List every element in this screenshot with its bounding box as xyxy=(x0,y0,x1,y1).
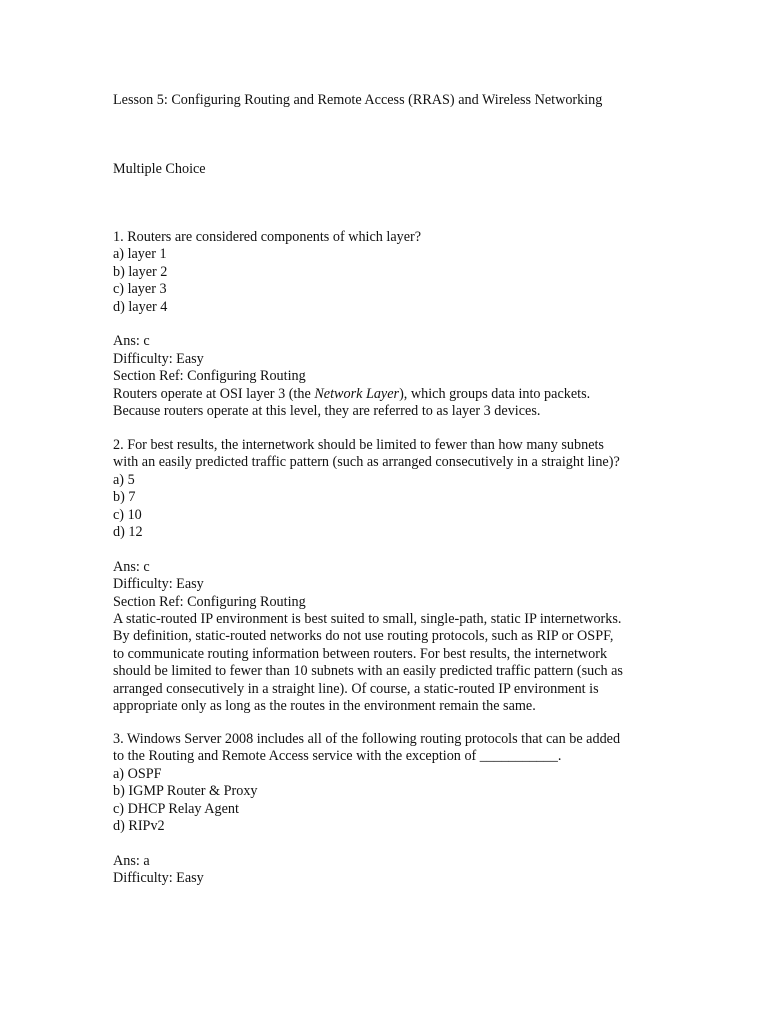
question-1 xyxy=(113,229,673,420)
option-a: a) OSPF xyxy=(113,765,162,782)
question-2 xyxy=(113,437,673,715)
section-ref: Section Ref: Configuring Routing xyxy=(113,593,306,610)
question-3 xyxy=(113,731,673,888)
explanation-line xyxy=(113,386,673,403)
explanation-line: to communicate routing information between routers. For best results, the internetwork xyxy=(113,645,608,662)
option-c: c) DHCP Relay Agent xyxy=(113,800,239,817)
question-text: 3. Windows Server 2008 includes all of the following routing protocols that can be added xyxy=(113,731,621,747)
difficulty: Difficulty: Easy xyxy=(113,576,204,593)
option-b: b) IGMP Router & Proxy xyxy=(113,783,258,800)
explanation-line: appropriate only as long as the routes in the environment remain the same. xyxy=(113,698,536,715)
explanation-line: Because routers operate at this level, they are referred to as layer 3 devices. xyxy=(113,403,541,420)
spacer xyxy=(113,541,673,558)
explanation-text: Routers operate at OSI layer 3 (the xyxy=(113,385,315,402)
answer: Ans: c xyxy=(113,558,150,575)
answer: Ans: c xyxy=(113,333,150,350)
explanation-line: arranged consecutively in a straight line). Of course, a static-routed IP environment is xyxy=(113,680,599,697)
explanation-line: A static-routed IP environment is best suited to small, single-path, static IP internetworks. xyxy=(113,611,622,628)
explanation-line: should be limited to fewer than 10 subnets with an easily predicted traffic pattern (such as xyxy=(113,663,623,680)
option-a: a) 5 xyxy=(113,471,135,488)
section-heading: Multiple Choice xyxy=(113,161,206,177)
difficulty: Difficulty: Easy xyxy=(113,870,204,887)
explanation-italic-term: Network Layer xyxy=(314,385,400,402)
question-text: to the Routing and Remote Access service with the exception of ___________. xyxy=(113,748,562,765)
option-a: a) layer 1 xyxy=(113,246,167,263)
section-ref: Section Ref: Configuring Routing xyxy=(113,368,306,385)
explanation-text: ), which groups data into packets. xyxy=(399,385,591,402)
spacer xyxy=(113,835,673,852)
spacer xyxy=(113,316,673,333)
question-text: with an easily predicted traffic pattern (such as arranged consecutively in a straight line)? xyxy=(113,454,620,471)
explanation-line: By definition, static-routed networks do not use routing protocols, such as RIP or OSPF, xyxy=(113,628,614,645)
lesson-title: Lesson 5: Configuring Routing and Remote Access (RRAS) and Wireless Networking xyxy=(113,92,603,108)
question-text: 2. For best results, the internetwork should be limited to fewer than how many subnets xyxy=(113,437,604,453)
answer: Ans: a xyxy=(113,852,150,869)
difficulty: Difficulty: Easy xyxy=(113,350,204,367)
option-b: b) layer 2 xyxy=(113,263,168,280)
option-c: c) 10 xyxy=(113,506,142,523)
option-d: d) RIPv2 xyxy=(113,818,165,835)
option-d: d) 12 xyxy=(113,524,143,541)
option-c: c) layer 3 xyxy=(113,281,167,298)
option-b: b) 7 xyxy=(113,489,136,506)
question-text: 1. Routers are considered components of which layer? xyxy=(113,229,422,245)
option-d: d) layer 4 xyxy=(113,298,168,315)
